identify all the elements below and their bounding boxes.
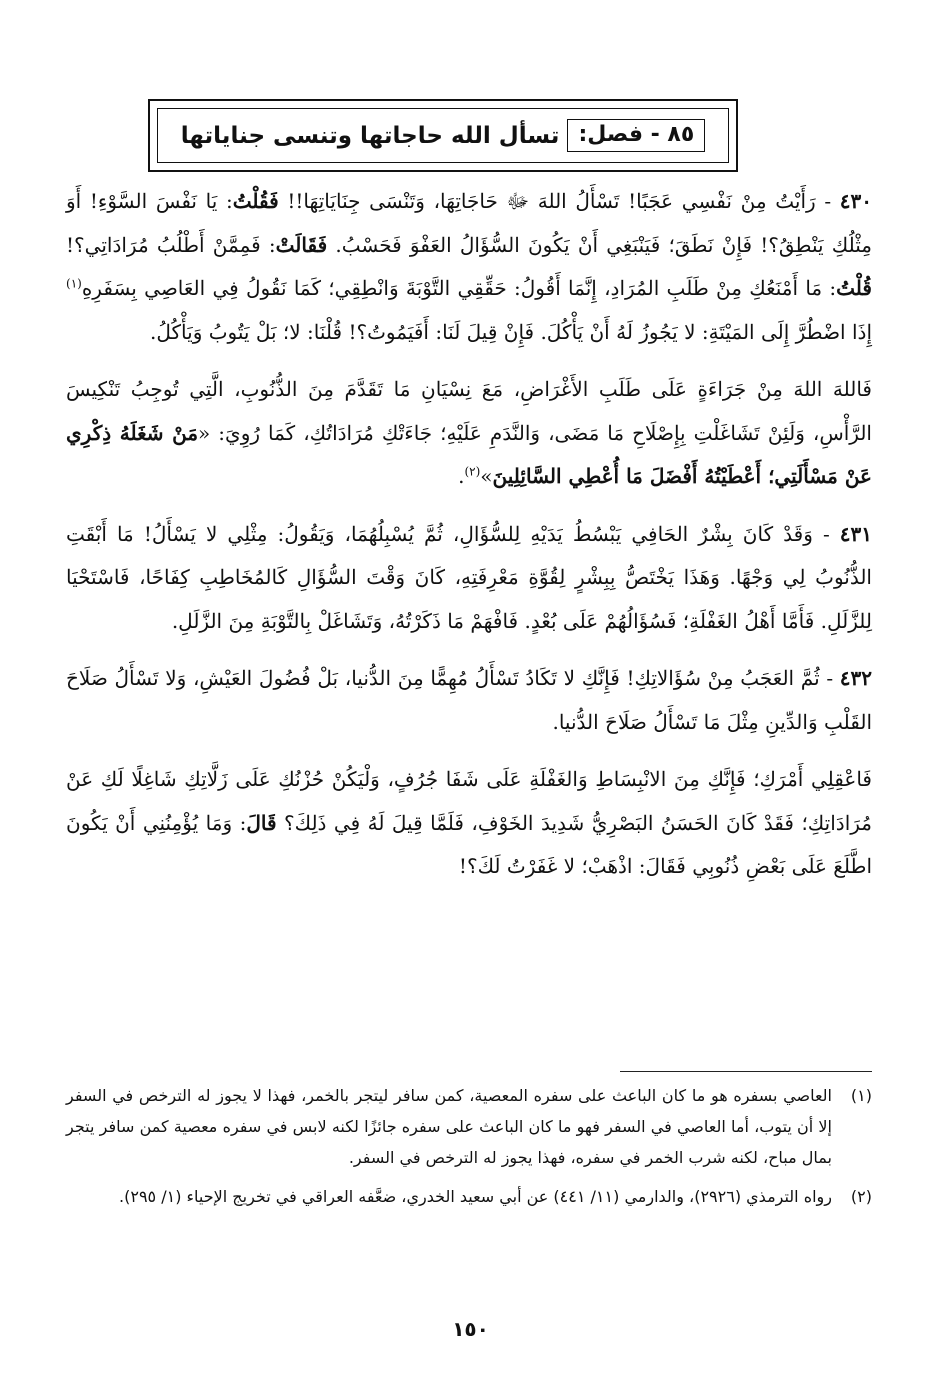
footnote-1-mark: (١) [850, 1086, 872, 1105]
quoted-hadith: مَنْ شَغَلَهُ ذِكْرِي عَنْ مَسْأَلَتِي؛ أَعْطَيْتُهُ أَفْضَلَ مَا أُعْطِي السَّائِلِينَ [66, 420, 872, 488]
paragraph-431 [66, 513, 872, 644]
paragraph-432 [66, 657, 872, 744]
paragraph-432b-text-c: : وَمَا يُؤْمِنُنِي أَنْ يَكُونَ اطَّلَعَ عَلَى بَعْضِ ذُنُوبِي فَقَالَ: اذْهَبْ؛ لا غَفَرْتُ لَكَ؟! [66, 810, 872, 878]
page-number: ١٥٠ [452, 1317, 489, 1341]
chapter-header-box [148, 99, 738, 172]
paragraph-430-text-a: - رَأَيْتُ مِنْ نَفْسِي عَجَبًا! تَسْأَلُ اللهَ ﷻ حَاجَاتِهَا، وَتَنْسَى جِنَايَاتِهَا!! [278, 189, 840, 213]
main-text [66, 180, 872, 889]
footnote-1 [66, 1080, 872, 1173]
paragraph-432-text: - ثُمَّ العَجَبُ مِنْ سُؤَالاتِكِ! فَإِنَّكِ لا تَكَادُ تَسْأَلُ مُهِمًّا مِنَ الدُّنيا، بَلْ فُضُولَ العَيْشِ، وَلا تَسْأَلُ صَلَاحَ القَلْبِ وَالدِّينِ مِثْلَ مَا تَسْأَلُ صَلَاحَ الدُّنيا. [66, 666, 872, 734]
paragraph-430-bold-a: فَقُلْتُ [232, 189, 279, 213]
chapter-header-inner [157, 108, 729, 163]
footnote-ref-1[interactable]: (١) [66, 276, 82, 291]
paragraph-430-continued [66, 368, 872, 499]
paragraph-number-431: ٤٣١ [839, 521, 872, 546]
footnotes [66, 1080, 872, 1220]
footnote-1-text: العاصي بسفره هو ما كان الباعث على سفره المعصية، كمن سافر ليتجر بالخمر، فهذا لا يجوز له الترخص في السفر إلا أن يتوب، أما العاصي في السفر فهو ما كان الباعث على سفره جائزًا لكنه لابس في سفره معصية كمن سافر يتجر بمال مباح، لكنه شرب الخمر في سفره، فهذا يجوز له الترخص في السفر. [66, 1086, 832, 1167]
paragraph-430-text-d: : فَمِمَّنْ أَطْلُبُ مُرَادَاتِي؟! [66, 232, 276, 257]
paragraph-432b-bold: قَالَ [246, 810, 277, 835]
footnote-2-mark: (٢) [850, 1187, 872, 1206]
paragraph-430-text-c: : يَا نَفْسَ السَّوْءِ! أَوَ مِثْلُكِ يَنْطِقُ؟! فَإِنْ نَطَقَ؛ فَيَنْبَغِي أَنْ يَكُونَ السُّؤَالُ العَفْوَ فَحَسْبُ. [66, 189, 872, 257]
chapter-label: ٨٥ - فصل: [567, 119, 705, 152]
paragraph-number-430: ٤٣٠ [839, 189, 872, 213]
footnote-ref-2[interactable]: (٢) [464, 464, 481, 479]
paragraph-431-text: - وَقَدْ كَانَ بِشْرٌ الحَافِي يَبْسُطُ يَدَيْهِ لِلسُّؤَالِ، ثُمَّ يُسْبِلُهُمَا، وَيَقُولُ: مِثْلِي لا يَسْأَلُ! مَا أَبْقَتِ الذُّنُوبُ لِي وَجْهًا. وَهَذَا يَخْتَصُّ بِبِشْرٍ لِقُوَّةِ مَعْرِفَتِهِ، كَانَ وَقْتَ السُّؤَالِ كَالمُخَاطِبِ كِفَاحًا، فَاسْتَحْيَا لِلزَّلَلِ. فَأَمَّا أَهْلُ الغَفْلَةِ؛ فَسُؤَالُهُمْ عَلَى بُعْدٍ. فَافْهَمْ مَا ذَكَرْتُهُ، وَتَشَاغَلْ بِالتَّوْبَةِ مِنَ الزَّلَلِ. [66, 521, 872, 633]
footnote-2-text: رواه الترمذي (٢٩٢٦)، والدارمي (١١/ ٤٤١) عن أبي سعيد الخدري، ضعَّفه العراقي في تخريج الإحياء (١/ ٢٩٥). [119, 1187, 832, 1206]
paragraph-430b-text-d: . [458, 464, 465, 488]
footnote-separator [620, 1071, 872, 1072]
paragraph-432-continued [66, 758, 872, 889]
paragraph-430b-quote-close: » [480, 464, 493, 488]
paragraph-430 [66, 180, 872, 354]
chapter-title: تسأل الله حاجاتها وتنسى جناياتها [180, 122, 560, 149]
footnote-2 [66, 1181, 872, 1212]
paragraph-430b-text-a: فَاللهَ اللهَ مِنْ جَرَاءَةٍ عَلَى طَلَبِ الأَغْرَاضِ، مَعَ نِسْيَانِ مَا تَقَدَّمَ مِنَ الذُّنُوبِ، الَّتِي تُوجِبُ تَنْكِيسَ الرَّأْسِ، وَلَئِنْ تَشَاغَلْتِ بِإِصْلَاحِ مَا مَضَى، وَالنَّدَمِ عَلَيْهِ؛ جَاءَتْكِ مُرَادَاتُكِ، كَمَا رُوِيَ: « [66, 377, 872, 445]
paragraph-432b-text-a: فَاعْقِلِي أَمْرَكِ؛ فَإِنَّكِ مِنَ الانْبِسَاطِ وَالغَفْلَةِ عَلَى شَفَا جُرُفٍ، وَلْيَكُنْ حُزْنُكِ عَلَى زَلَّاتِكِ شَاغِلًا لَكِ عَنْ مُرَادَاتِكِ؛ فَقَدْ كَانَ الحَسَنُ البَصْرِيُّ شَدِيدَ الخَوْفِ، فَلَمَّا قِيلَ لَهُ فِي ذَلِكَ؟ [66, 767, 872, 835]
paragraph-430-text-e: : مَا أَمْنَعُكِ مِنْ طَلَبِ المُرَادِ، إِنَّمَا أَقُولُ: حَقِّقِي التَّوْبَةَ وَانْطِقِي؛ كَمَا نَقُولُ فِي العَاصِي بِسَفَرِهِ [81, 276, 837, 300]
paragraph-430-text-f: إِذَا اضْطُرَّ إِلَى المَيْتَةِ: لا يَجُوزُ لَهُ أَنْ يَأْكُلَ. فَإِنْ قِيلَ لَنَا: أَفَيَمُوتُ؟! قُلْنَا: لا؛ بَلْ يَتُوبُ وَيَأْكُلُ. [150, 319, 872, 344]
paragraph-number-432: ٤٣٢ [839, 666, 872, 690]
paragraph-430-bold-c: قُلْتُ [836, 276, 872, 300]
paragraph-430-bold-b: فَقَالَتْ [275, 232, 328, 257]
